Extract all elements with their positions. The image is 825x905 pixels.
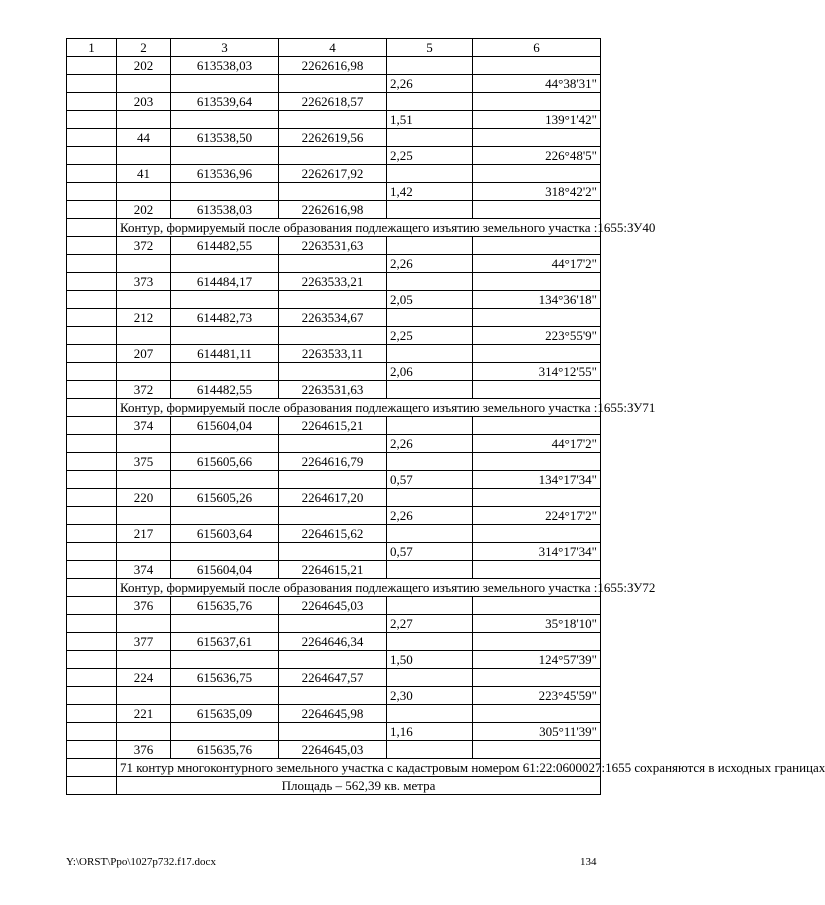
empty-cell xyxy=(67,399,117,417)
point-number: 374 xyxy=(117,417,171,435)
empty-cell xyxy=(473,201,601,219)
empty-cell xyxy=(67,525,117,543)
coord-y: 2263531,63 xyxy=(279,237,387,255)
empty-cell xyxy=(387,525,473,543)
empty-cell xyxy=(67,255,117,273)
empty-cell xyxy=(387,453,473,471)
empty-cell xyxy=(279,723,387,741)
empty-cell xyxy=(171,723,279,741)
empty-cell xyxy=(67,597,117,615)
direction-angle: 224°17'2" xyxy=(473,507,601,525)
empty-cell xyxy=(473,273,601,291)
point-number: 41 xyxy=(117,165,171,183)
contour-caption-row xyxy=(67,219,601,237)
segment-row xyxy=(67,543,601,561)
empty-cell xyxy=(171,651,279,669)
col-header-1: 1 xyxy=(67,39,117,57)
point-row xyxy=(67,165,601,183)
coord-x: 613536,96 xyxy=(171,165,279,183)
segment-row xyxy=(67,183,601,201)
point-number: 375 xyxy=(117,453,171,471)
segment-length: 1,42 xyxy=(387,183,473,201)
point-number: 372 xyxy=(117,237,171,255)
empty-cell xyxy=(387,273,473,291)
coord-x: 613538,03 xyxy=(171,201,279,219)
empty-cell xyxy=(387,93,473,111)
coord-y: 2263533,21 xyxy=(279,273,387,291)
coord-y: 2264647,57 xyxy=(279,669,387,687)
empty-cell xyxy=(171,507,279,525)
empty-cell xyxy=(67,75,117,93)
point-number: 374 xyxy=(117,561,171,579)
empty-cell xyxy=(279,471,387,489)
empty-cell xyxy=(67,651,117,669)
empty-cell xyxy=(279,543,387,561)
header-row xyxy=(67,39,601,57)
segment-length: 0,57 xyxy=(387,543,473,561)
empty-cell xyxy=(473,453,601,471)
point-row xyxy=(67,489,601,507)
empty-cell xyxy=(117,615,171,633)
direction-angle: 139°1'42" xyxy=(473,111,601,129)
direction-angle: 124°57'39" xyxy=(473,651,601,669)
direction-angle: 314°17'34" xyxy=(473,543,601,561)
empty-cell xyxy=(67,381,117,399)
empty-cell xyxy=(387,201,473,219)
empty-cell xyxy=(279,327,387,345)
empty-cell xyxy=(473,705,601,723)
point-row xyxy=(67,633,601,651)
empty-cell xyxy=(117,327,171,345)
empty-cell xyxy=(473,561,601,579)
col-header-2: 2 xyxy=(117,39,171,57)
empty-cell xyxy=(67,741,117,759)
direction-angle: 134°36'18" xyxy=(473,291,601,309)
coord-y: 2262618,57 xyxy=(279,93,387,111)
point-row xyxy=(67,57,601,75)
empty-cell xyxy=(171,363,279,381)
point-number: 202 xyxy=(117,201,171,219)
segment-row xyxy=(67,147,601,165)
empty-cell xyxy=(67,291,117,309)
direction-angle: 305°11'39" xyxy=(473,723,601,741)
coord-x: 614482,55 xyxy=(171,237,279,255)
direction-angle: 226°48'5" xyxy=(473,147,601,165)
empty-cell xyxy=(67,633,117,651)
segment-length: 1,51 xyxy=(387,111,473,129)
segment-length: 1,16 xyxy=(387,723,473,741)
empty-cell xyxy=(67,561,117,579)
contour-caption: Контур, формируемый после образования подлежащего изъятию земельного участка :1655:ЗУ72 xyxy=(117,579,601,597)
segment-length: 2,25 xyxy=(387,147,473,165)
empty-cell xyxy=(279,255,387,273)
empty-cell xyxy=(117,687,171,705)
coordinates-table xyxy=(66,38,825,795)
col-header-3: 3 xyxy=(171,39,279,57)
empty-cell xyxy=(387,489,473,507)
segment-length: 2,30 xyxy=(387,687,473,705)
empty-cell xyxy=(473,489,601,507)
coord-x: 615635,76 xyxy=(171,741,279,759)
segment-length: 1,50 xyxy=(387,651,473,669)
empty-cell xyxy=(473,597,601,615)
empty-cell xyxy=(117,75,171,93)
empty-cell xyxy=(387,669,473,687)
empty-cell xyxy=(279,687,387,705)
contour-caption-row xyxy=(67,777,601,795)
empty-cell xyxy=(67,147,117,165)
empty-cell xyxy=(473,309,601,327)
direction-angle: 314°12'55" xyxy=(473,363,601,381)
col-header-5: 5 xyxy=(387,39,473,57)
point-number: 376 xyxy=(117,597,171,615)
empty-cell xyxy=(67,57,117,75)
coord-x: 615635,76 xyxy=(171,597,279,615)
coord-y: 2264645,03 xyxy=(279,597,387,615)
empty-cell xyxy=(117,363,171,381)
point-row xyxy=(67,93,601,111)
empty-cell xyxy=(117,435,171,453)
segment-length: 2,26 xyxy=(387,75,473,93)
empty-cell xyxy=(67,93,117,111)
empty-cell xyxy=(171,471,279,489)
empty-cell xyxy=(387,309,473,327)
coord-x: 615604,04 xyxy=(171,417,279,435)
direction-angle: 223°55'9" xyxy=(473,327,601,345)
empty-cell xyxy=(279,615,387,633)
coord-x: 615636,75 xyxy=(171,669,279,687)
coord-x: 614484,17 xyxy=(171,273,279,291)
empty-cell xyxy=(279,651,387,669)
empty-cell xyxy=(67,453,117,471)
contour-caption-row xyxy=(67,399,601,417)
coord-y: 2263533,11 xyxy=(279,345,387,363)
empty-cell xyxy=(171,543,279,561)
coord-x: 614481,11 xyxy=(171,345,279,363)
point-number: 224 xyxy=(117,669,171,687)
empty-cell xyxy=(67,543,117,561)
empty-cell xyxy=(171,687,279,705)
empty-cell xyxy=(117,255,171,273)
empty-cell xyxy=(67,471,117,489)
point-row xyxy=(67,345,601,363)
empty-cell xyxy=(279,111,387,129)
coord-y: 2264616,79 xyxy=(279,453,387,471)
empty-cell xyxy=(171,75,279,93)
empty-cell xyxy=(67,363,117,381)
segment-length: 2,06 xyxy=(387,363,473,381)
empty-cell xyxy=(67,129,117,147)
empty-cell xyxy=(387,237,473,255)
point-number: 377 xyxy=(117,633,171,651)
coord-x: 614482,73 xyxy=(171,309,279,327)
empty-cell xyxy=(117,543,171,561)
empty-cell xyxy=(67,687,117,705)
point-number: 44 xyxy=(117,129,171,147)
empty-cell xyxy=(387,705,473,723)
coord-x: 614482,55 xyxy=(171,381,279,399)
empty-cell xyxy=(67,201,117,219)
point-row xyxy=(67,705,601,723)
empty-cell xyxy=(473,165,601,183)
empty-cell xyxy=(67,219,117,237)
coord-y: 2264615,21 xyxy=(279,417,387,435)
segment-length: 2,05 xyxy=(387,291,473,309)
coord-x: 613538,03 xyxy=(171,57,279,75)
empty-cell xyxy=(67,669,117,687)
direction-angle: 223°45'59" xyxy=(473,687,601,705)
empty-cell xyxy=(473,93,601,111)
empty-cell xyxy=(387,597,473,615)
contour-caption-row xyxy=(67,579,601,597)
point-number: 376 xyxy=(117,741,171,759)
coord-y: 2264617,20 xyxy=(279,489,387,507)
segment-row xyxy=(67,75,601,93)
empty-cell xyxy=(473,345,601,363)
empty-cell xyxy=(67,417,117,435)
empty-cell xyxy=(279,507,387,525)
empty-cell xyxy=(117,651,171,669)
empty-cell xyxy=(473,669,601,687)
segment-length: 2,26 xyxy=(387,435,473,453)
empty-cell xyxy=(279,147,387,165)
empty-cell xyxy=(67,309,117,327)
segment-row xyxy=(67,507,601,525)
segment-length: 0,57 xyxy=(387,471,473,489)
footer-page-number: 134 xyxy=(580,856,597,868)
empty-cell xyxy=(67,489,117,507)
point-row xyxy=(67,453,601,471)
empty-cell xyxy=(67,507,117,525)
point-number: 221 xyxy=(117,705,171,723)
empty-cell xyxy=(117,111,171,129)
segment-length: 2,25 xyxy=(387,327,473,345)
col-header-6: 6 xyxy=(473,39,601,57)
empty-cell xyxy=(67,273,117,291)
point-number: 220 xyxy=(117,489,171,507)
direction-angle: 35°18'10" xyxy=(473,615,601,633)
point-number: 202 xyxy=(117,57,171,75)
empty-cell xyxy=(473,633,601,651)
coord-x: 615604,04 xyxy=(171,561,279,579)
empty-cell xyxy=(473,129,601,147)
empty-cell xyxy=(67,705,117,723)
point-number: 207 xyxy=(117,345,171,363)
segment-row xyxy=(67,111,601,129)
empty-cell xyxy=(473,57,601,75)
empty-cell xyxy=(473,741,601,759)
point-row xyxy=(67,237,601,255)
point-row xyxy=(67,597,601,615)
segment-row xyxy=(67,471,601,489)
empty-cell xyxy=(117,723,171,741)
empty-cell xyxy=(67,579,117,597)
empty-cell xyxy=(67,345,117,363)
point-number: 217 xyxy=(117,525,171,543)
empty-cell xyxy=(117,147,171,165)
empty-cell xyxy=(171,291,279,309)
segment-row xyxy=(67,615,601,633)
contour-caption: Контур, формируемый после образования подлежащего изъятию земельного участка :1655:ЗУ40 xyxy=(117,219,601,237)
direction-angle: 318°42'2" xyxy=(473,183,601,201)
empty-cell xyxy=(171,327,279,345)
empty-cell xyxy=(387,741,473,759)
empty-cell xyxy=(279,183,387,201)
empty-cell xyxy=(387,561,473,579)
contour-caption-row xyxy=(67,759,601,777)
empty-cell xyxy=(67,237,117,255)
empty-cell xyxy=(67,327,117,345)
footer-file-path: Y:\ORST\Ppo\1027p732.f17.docx xyxy=(66,856,216,868)
coord-y: 2264645,98 xyxy=(279,705,387,723)
empty-cell xyxy=(67,615,117,633)
empty-cell xyxy=(67,759,117,777)
coord-y: 2264615,62 xyxy=(279,525,387,543)
empty-cell xyxy=(67,435,117,453)
empty-cell xyxy=(473,237,601,255)
direction-angle: 44°17'2" xyxy=(473,435,601,453)
empty-cell xyxy=(171,435,279,453)
segment-length: 2,27 xyxy=(387,615,473,633)
empty-cell xyxy=(387,381,473,399)
coord-y: 2263534,67 xyxy=(279,309,387,327)
point-row xyxy=(67,309,601,327)
empty-cell xyxy=(473,417,601,435)
empty-cell xyxy=(387,57,473,75)
empty-cell xyxy=(67,723,117,741)
empty-cell xyxy=(117,471,171,489)
segment-length: 2,26 xyxy=(387,255,473,273)
coord-y: 2262616,98 xyxy=(279,201,387,219)
empty-cell xyxy=(171,147,279,165)
empty-cell xyxy=(387,129,473,147)
empty-cell xyxy=(171,615,279,633)
empty-cell xyxy=(171,111,279,129)
empty-cell xyxy=(117,183,171,201)
segment-row xyxy=(67,327,601,345)
segment-row xyxy=(67,255,601,273)
empty-cell xyxy=(171,255,279,273)
coord-y: 2264645,03 xyxy=(279,741,387,759)
point-row xyxy=(67,201,601,219)
segment-row xyxy=(67,363,601,381)
direction-angle: 44°38'31" xyxy=(473,75,601,93)
empty-cell xyxy=(473,525,601,543)
segment-row xyxy=(67,723,601,741)
empty-cell xyxy=(117,291,171,309)
contour-caption: Контур, формируемый после образования подлежащего изъятию земельного участка :1655:ЗУ71 xyxy=(117,399,601,417)
point-row xyxy=(67,741,601,759)
empty-cell xyxy=(279,291,387,309)
point-number: 373 xyxy=(117,273,171,291)
direction-angle: 44°17'2" xyxy=(473,255,601,273)
coord-x: 615603,64 xyxy=(171,525,279,543)
empty-cell xyxy=(387,165,473,183)
coord-x: 615637,61 xyxy=(171,633,279,651)
segment-length: 2,26 xyxy=(387,507,473,525)
empty-cell xyxy=(67,165,117,183)
empty-cell xyxy=(387,345,473,363)
col-header-4: 4 xyxy=(279,39,387,57)
empty-cell xyxy=(387,417,473,435)
coord-y: 2262616,98 xyxy=(279,57,387,75)
empty-cell xyxy=(473,381,601,399)
coord-y: 2262619,56 xyxy=(279,129,387,147)
coord-x: 613539,64 xyxy=(171,93,279,111)
point-row xyxy=(67,273,601,291)
coord-x: 615605,26 xyxy=(171,489,279,507)
coord-y: 2264646,34 xyxy=(279,633,387,651)
coord-x: 613538,50 xyxy=(171,129,279,147)
point-number: 212 xyxy=(117,309,171,327)
contour-caption: 71 контур многоконтурного земельного участка с кадастровым номером 61:22:0600027:1655 сохраняются в исходных границах xyxy=(117,759,601,777)
empty-cell xyxy=(387,633,473,651)
segment-row xyxy=(67,291,601,309)
segment-row xyxy=(67,435,601,453)
coord-x: 615635,09 xyxy=(171,705,279,723)
point-row xyxy=(67,417,601,435)
segment-row xyxy=(67,687,601,705)
point-row xyxy=(67,129,601,147)
empty-cell xyxy=(279,363,387,381)
coord-y: 2263531,63 xyxy=(279,381,387,399)
empty-cell xyxy=(171,183,279,201)
coord-y: 2262617,92 xyxy=(279,165,387,183)
point-row xyxy=(67,381,601,399)
coord-x: 615605,66 xyxy=(171,453,279,471)
point-row xyxy=(67,561,601,579)
point-number: 372 xyxy=(117,381,171,399)
empty-cell xyxy=(67,111,117,129)
point-row xyxy=(67,669,601,687)
coord-y: 2264615,21 xyxy=(279,561,387,579)
empty-cell xyxy=(67,777,117,795)
point-row xyxy=(67,525,601,543)
empty-cell xyxy=(117,507,171,525)
point-number: 203 xyxy=(117,93,171,111)
empty-cell xyxy=(279,435,387,453)
empty-cell xyxy=(279,75,387,93)
direction-angle: 134°17'34" xyxy=(473,471,601,489)
empty-cell xyxy=(67,183,117,201)
contour-caption: Площадь – 562,39 кв. метра xyxy=(117,777,601,795)
segment-row xyxy=(67,651,601,669)
